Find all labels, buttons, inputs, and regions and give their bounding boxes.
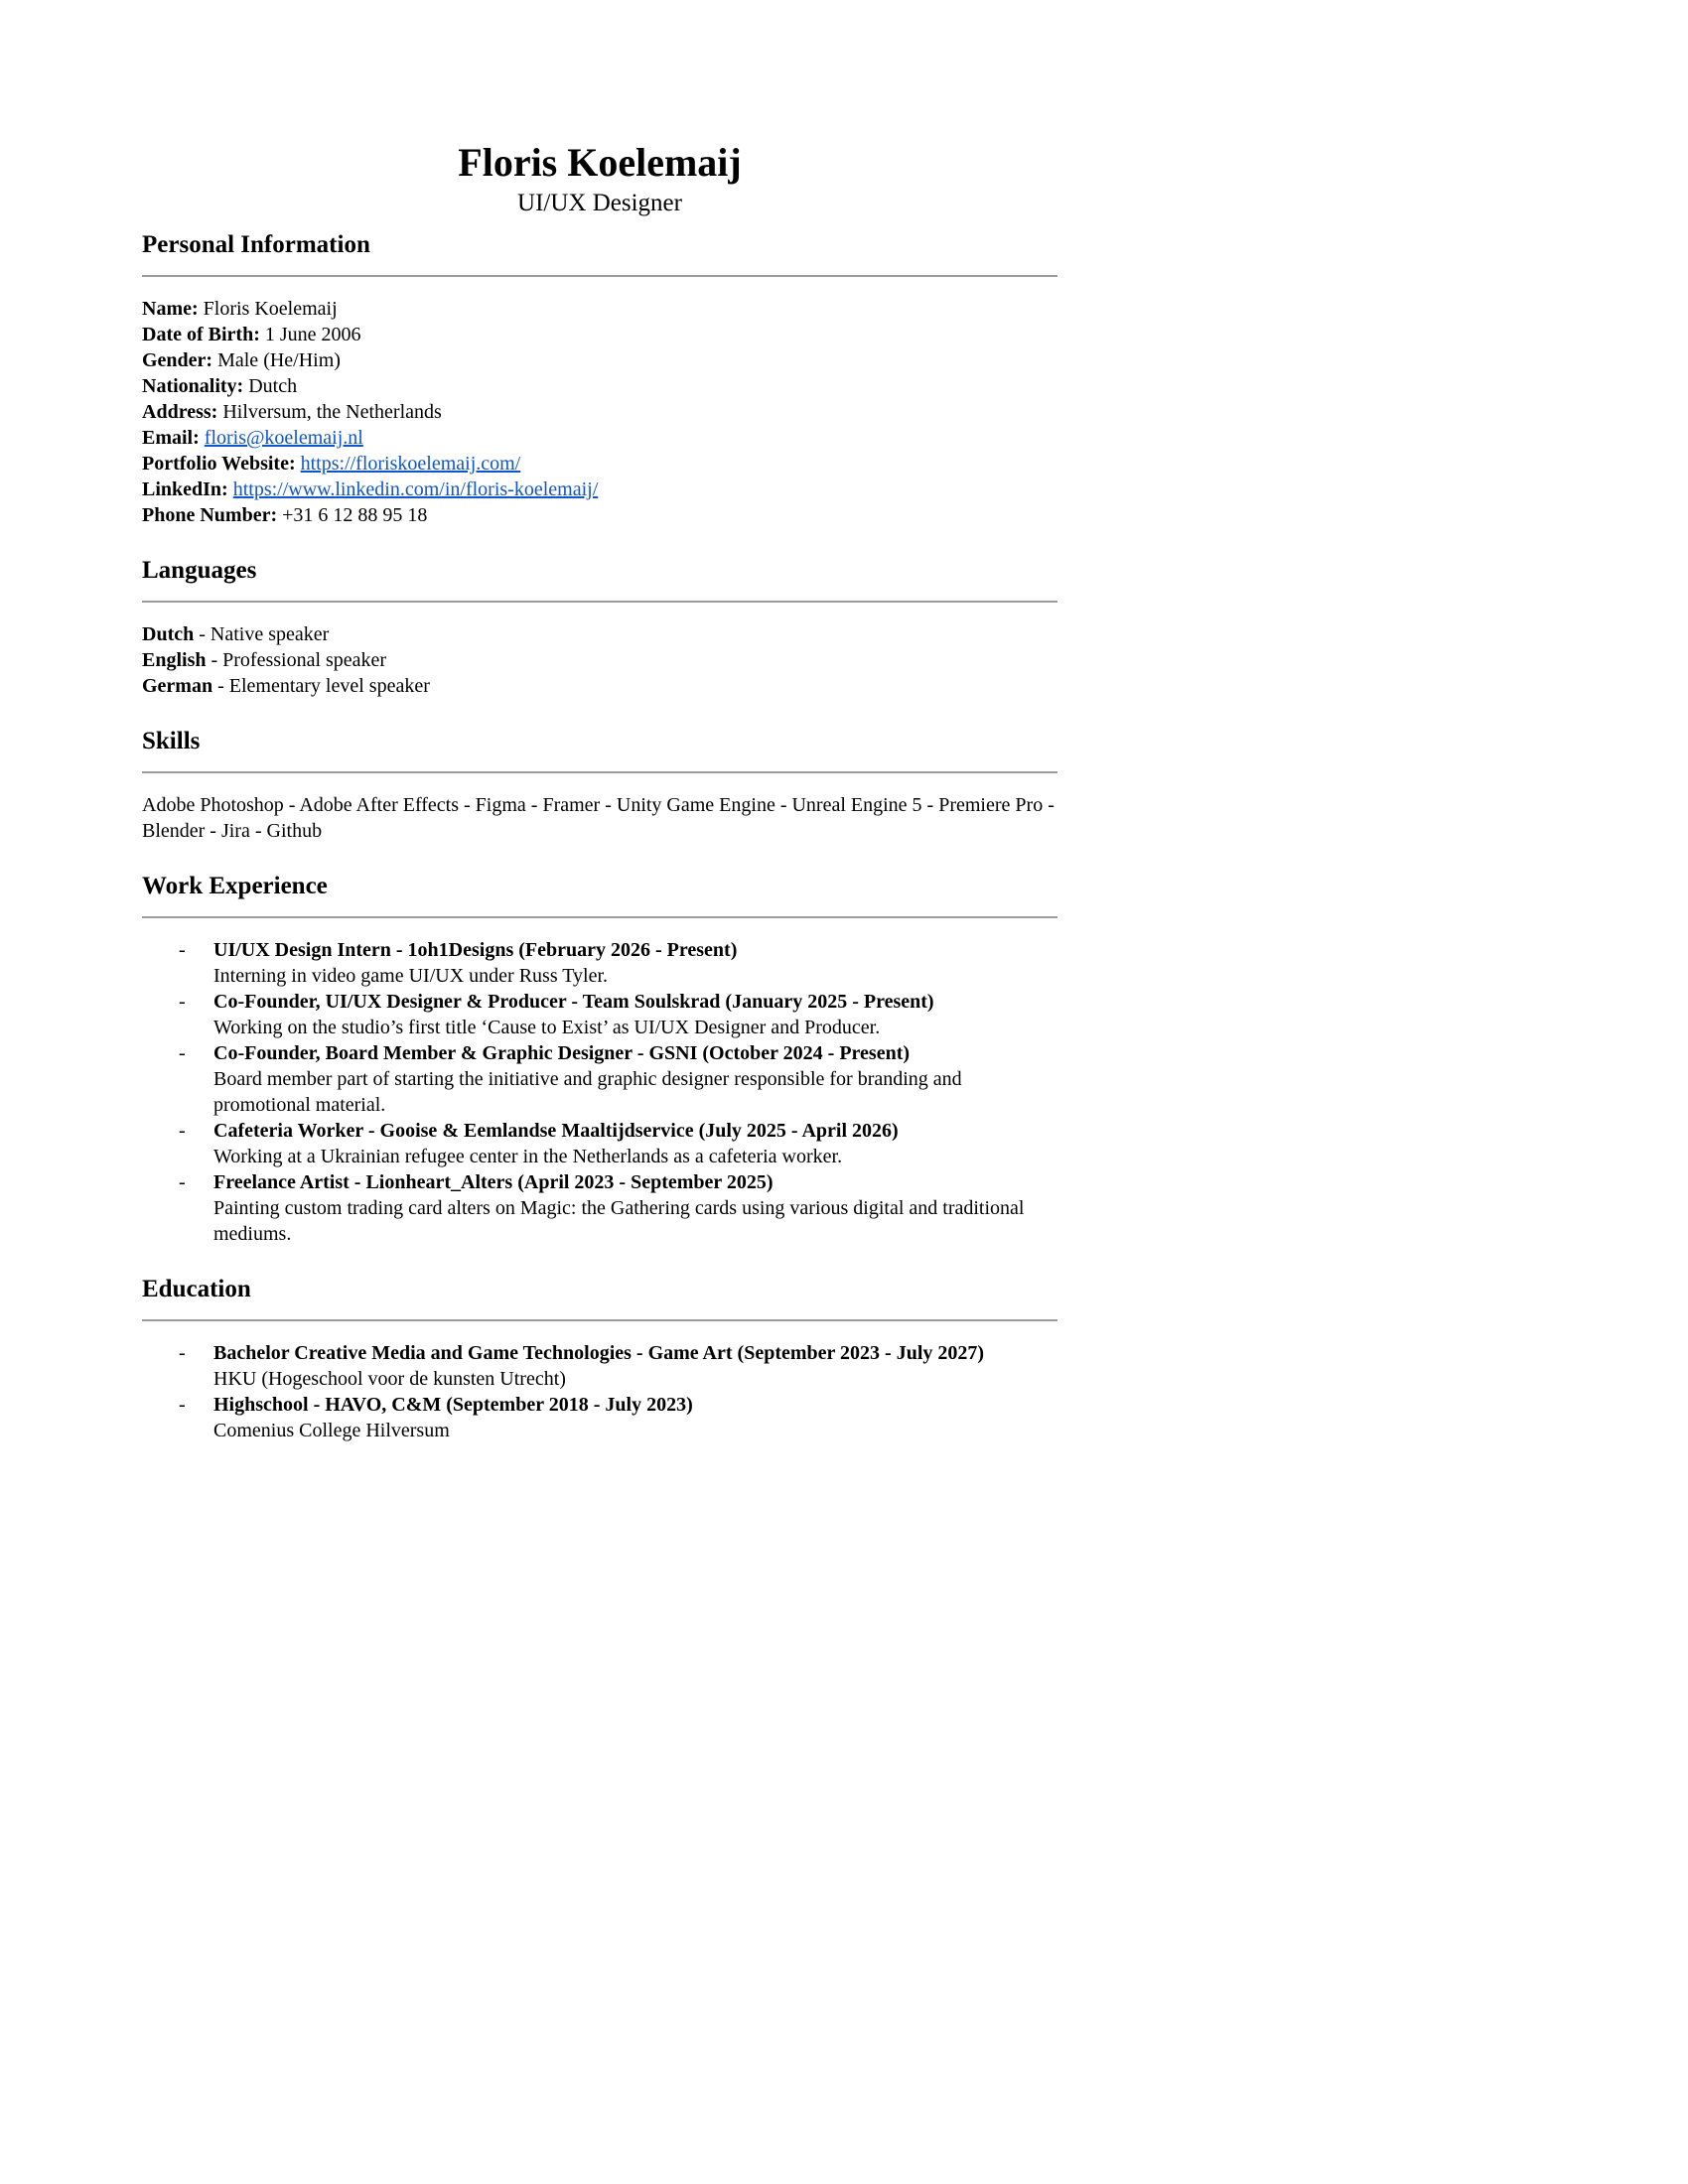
skills-list-text: Adobe Photoshop - Adobe After Effects - Figma - Framer - Unity Game Engine - Unreal Engine 5 - Premiere Pro - Blender - Jira - Github [142,794,1055,842]
work-item-title: Co-Founder, UI/UX Designer & Producer - Team Soulskrad (January 2025 - Present) [213,991,934,1013]
person-name: Floris Koelemaij [458,140,742,185]
language-row-german [142,673,1057,699]
language-level: - Professional speaker [211,649,387,671]
work-item [142,1118,1057,1169]
education-item-title: Bachelor Creative Media and Game Technologies - Game Art (September 2023 - July 2027) [213,1342,985,1364]
field-name [142,296,1057,322]
section-education [142,1275,1057,1443]
section-work-experience [142,872,1057,1247]
field-label: Phone Number: [142,504,278,526]
dash-bullet: - [179,1120,186,1142]
dash-bullet: - [179,1394,186,1416]
work-item [142,1169,1057,1247]
field-value: Dutch [248,375,298,397]
work-item-description: Painting custom trading card alters on Magic: the Gathering cards using various digital and traditional mediums. [213,1197,1025,1245]
work-item [142,989,1057,1040]
section-personal-information [142,230,1057,528]
field-linkedin [142,477,1057,502]
work-item-title: UI/UX Design Intern - 1oh1Designs (February 2026 - Present) [213,939,738,961]
dash-bullet: - [179,1171,186,1193]
section-divider [142,916,1057,918]
languages-heading: Languages [142,557,257,584]
language-label: Dutch [142,623,195,645]
field-portfolio-website [142,451,1057,477]
field-label: Date of Birth: [142,324,260,345]
field-label: LinkedIn: [142,478,228,500]
work-item-description: Board member part of starting the initiative and graphic designer responsible for branding and promotional material. [213,1068,962,1116]
dash-bullet: - [179,1042,186,1064]
education-heading: Education [142,1276,251,1302]
work-experience-heading: Work Experience [142,873,328,899]
education-item [142,1340,1057,1392]
work-item [142,937,1057,989]
section-divider [142,1319,1057,1321]
field-label: Address: [142,401,218,423]
dash-bullet: - [179,939,186,961]
skills-heading: Skills [142,728,201,754]
education-item-title: Highschool - HAVO, C&M (September 2018 - July 2023) [213,1394,693,1416]
field-nationality [142,373,1057,399]
field-label: Nationality: [142,375,244,397]
field-label: Portfolio Website: [142,453,296,475]
field-email [142,425,1057,451]
field-value: Male (He/Him) [217,349,341,371]
field-label: Email: [142,427,200,449]
field-value: Floris Koelemaij [203,298,338,320]
field-date-of-birth [142,322,1057,347]
field-phone-number [142,502,1057,528]
education-item-description: HKU (Hogeschool voor de kunsten Utrecht) [213,1368,566,1390]
language-level: - Native speaker [199,623,330,645]
field-value: Hilversum, the Netherlands [222,401,442,423]
section-languages [142,556,1057,699]
work-experience-list [142,937,1057,1247]
section-divider [142,275,1057,277]
language-level: - Elementary level speaker [217,675,430,697]
section-skills [142,727,1057,844]
field-value: 1 June 2006 [264,324,361,345]
language-row-english [142,647,1057,673]
email-link[interactable]: floris@koelemaij.nl [204,427,363,449]
work-item-title: Co-Founder, Board Member & Graphic Designer - GSNI (October 2024 - Present) [213,1042,911,1064]
person-title: UI/UX Designer [517,190,682,216]
resume-document [142,0,1057,1443]
dash-bullet: - [179,991,186,1013]
linkedin-link[interactable]: https://www.linkedin.com/in/floris-koelemaij/ [232,478,599,500]
education-list [142,1340,1057,1443]
field-label: Name: [142,298,199,320]
language-label: English [142,649,207,671]
personal-information-heading: Personal Information [142,231,370,258]
field-label: Gender: [142,349,213,371]
work-item-title: Cafeteria Worker - Gooise & Eemlandse Maaltijdservice (July 2025 - April 2026) [213,1120,899,1142]
section-divider [142,771,1057,773]
work-item [142,1040,1057,1118]
dash-bullet: - [179,1342,186,1364]
field-address [142,399,1057,425]
education-item [142,1392,1057,1443]
work-item-description: Working on the studio’s first title ‘Cause to Exist’ as UI/UX Designer and Producer. [213,1017,881,1038]
language-row-dutch [142,621,1057,647]
work-item-title: Freelance Artist - Lionheart_Alters (April 2023 - September 2025) [213,1171,774,1193]
language-label: German [142,675,213,697]
education-item-description: Comenius College Hilversum [213,1420,450,1441]
section-divider [142,601,1057,603]
work-item-description: Working at a Ukrainian refugee center in the Netherlands as a cafeteria worker. [213,1146,843,1167]
field-value: +31 6 12 88 95 18 [282,504,428,526]
portfolio-link[interactable]: https://floriskoelemaij.com/ [300,453,521,475]
field-gender [142,347,1057,373]
work-item-description: Interning in video game UI/UX under Russ Tyler. [213,965,609,987]
